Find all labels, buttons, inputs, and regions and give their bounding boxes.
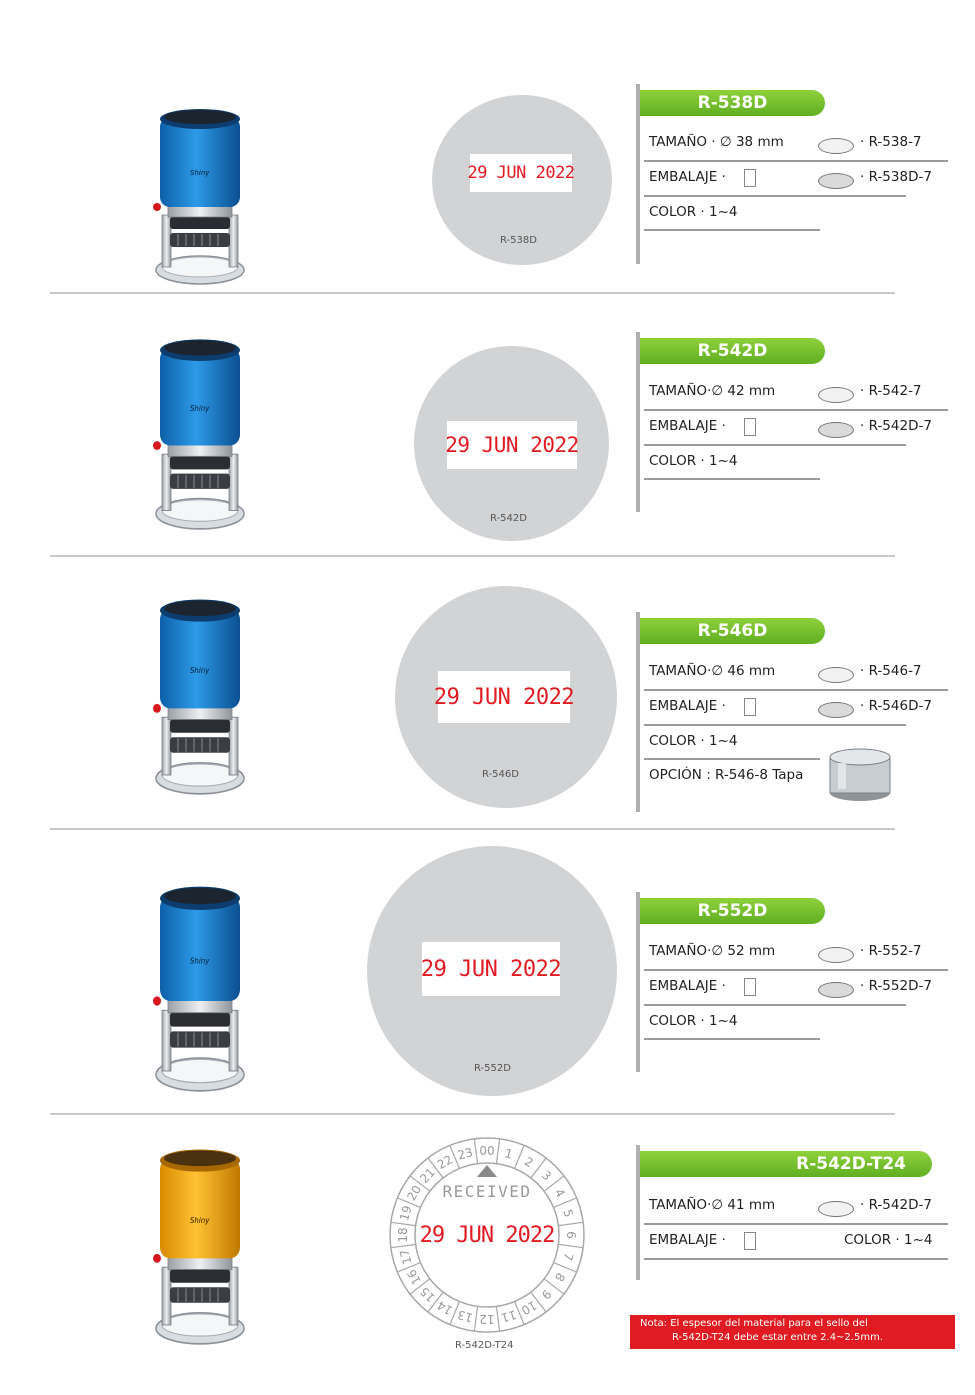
date-impression: 29 JUN 2022 <box>438 671 570 723</box>
replacement-pad-code: · R-538D-7 <box>860 169 932 185</box>
dial-hour-number: 6 <box>564 1231 578 1239</box>
dial-tick <box>496 1306 499 1331</box>
stamp-product-image <box>150 335 250 530</box>
ink-pad-code: · R-542-7 <box>860 383 922 399</box>
dial-hour-number: 1 <box>503 1146 515 1162</box>
packaging-label: EMBALAJE · <box>649 1232 726 1248</box>
box-icon <box>744 418 756 436</box>
stamp-product-image <box>150 882 250 1092</box>
dial-tick <box>558 1244 583 1247</box>
box-icon <box>744 978 756 996</box>
size-value: ∅ 38 mm <box>719 134 784 150</box>
replacement-pad-code: · R-546D-7 <box>860 698 932 714</box>
date-impression: 29 JUN 2022 <box>422 942 560 996</box>
size-label: TAMAÑO·∅ 41 mm <box>649 1197 776 1213</box>
color-label: COLOR · 1~4 <box>844 1232 933 1248</box>
row-divider <box>50 292 895 294</box>
packaging-label: EMBALAJE · <box>649 418 726 434</box>
size-label: TAMAÑO·∅ 52 mm <box>649 943 776 959</box>
spec-line <box>644 969 948 971</box>
color-label: COLOR · 1~4 <box>649 453 738 469</box>
dial-hour-number: 9 <box>538 1286 555 1303</box>
packaging-label: EMBALAJE · <box>649 978 726 994</box>
option-label: OPCIÓN : R-546-8 Tapa <box>649 767 804 783</box>
ink-pad-icon <box>818 173 854 189</box>
row-divider <box>50 828 895 830</box>
ink-pad-icon <box>818 667 854 683</box>
brand-logo: Shiny <box>190 956 210 966</box>
replacement-pad-code: · R-552D-7 <box>860 978 932 994</box>
box-icon <box>744 1232 756 1250</box>
dial-hour-number: 5 <box>560 1207 576 1219</box>
spec-line <box>644 689 948 691</box>
packaging-label: EMBALAJE · <box>649 698 726 714</box>
spec-line <box>644 1038 820 1040</box>
dial-hour-number: 4 <box>551 1186 568 1200</box>
ink-pad-icon <box>818 422 854 438</box>
box-icon <box>744 169 756 187</box>
size-value: ∅ 42 mm <box>711 383 776 399</box>
dial-hour-number: 2 <box>522 1154 536 1171</box>
model-badge: R-538D <box>640 90 825 116</box>
ink-pad-code: · R-542D-7 <box>860 1197 932 1213</box>
ink-pad-icon <box>818 138 854 154</box>
size-value: ∅ 46 mm <box>711 663 776 679</box>
dial-tick <box>496 1139 499 1164</box>
size-label: TAMAÑO·∅ 46 mm <box>649 663 776 679</box>
dial-hour-number: 23 <box>456 1145 475 1163</box>
stamp-product-image <box>150 1145 250 1345</box>
size-label: TAMAÑO · ∅ 38 mm <box>649 134 784 150</box>
dial-tick <box>554 1198 577 1208</box>
dial-hour-number: 21 <box>417 1165 438 1186</box>
stamp-product-image <box>150 105 250 285</box>
dial-hour-number: 10 <box>518 1297 540 1318</box>
brand-logo: Shiny <box>190 1215 210 1225</box>
ink-pad-icon <box>818 982 854 998</box>
size-label: TAMAÑO·∅ 42 mm <box>649 383 776 399</box>
dial-tick <box>391 1244 416 1247</box>
dial-tick <box>391 1222 416 1225</box>
ink-pad-icon <box>818 702 854 718</box>
spec-line <box>644 229 820 231</box>
brand-logo: Shiny <box>190 169 210 177</box>
dial-tick <box>474 1139 477 1164</box>
color-label: COLOR · 1~4 <box>649 733 738 749</box>
stamp-product-image <box>150 595 250 795</box>
dial-hour-number: 22 <box>434 1152 456 1173</box>
size-value: ∅ 52 mm <box>711 943 776 959</box>
date-impression: 29 JUN 2022 <box>470 154 572 192</box>
circle-model-label: R-542D <box>490 513 527 524</box>
ink-pad-code: · R-546-7 <box>860 663 922 679</box>
dial-hour-number: 18 <box>396 1227 410 1243</box>
spec-line <box>644 160 948 162</box>
spec-line <box>644 478 820 480</box>
date-impression: 29 JUN 2022 <box>447 421 577 469</box>
dial-hour-number: 16 <box>404 1266 425 1288</box>
received-dial-impression <box>387 1135 587 1335</box>
date-impression: 29 JUN 2022 <box>419 1223 555 1248</box>
dial-hour-number: 7 <box>560 1251 576 1263</box>
model-badge: R-546D <box>640 618 825 644</box>
ink-pad-icon <box>818 387 854 403</box>
dial-hour-number: 8 <box>551 1270 568 1284</box>
model-badge: R-552D <box>640 898 825 924</box>
spec-line <box>644 444 906 446</box>
material-note <box>630 1315 955 1349</box>
brand-logo: Shiny <box>190 403 210 413</box>
circle-model-label: R-538D <box>500 235 537 246</box>
dial-hour-number: 19 <box>397 1204 415 1223</box>
dial-hour-number: 12 <box>479 1312 495 1326</box>
dial-hour-number: 20 <box>404 1182 425 1204</box>
row-divider <box>50 555 895 557</box>
arrow-indicator-icon <box>477 1165 497 1177</box>
note-line: R-542D-T24 debe estar entre 2.4~2.5mm. <box>672 1332 884 1343</box>
cover-accessory-image <box>828 745 892 803</box>
box-icon <box>744 698 756 716</box>
dial-hour-number: 17 <box>397 1247 415 1266</box>
model-badge: R-542D-T24 <box>640 1151 932 1177</box>
ink-pad-icon <box>818 1201 854 1217</box>
dial-hour-number: 3 <box>538 1167 555 1184</box>
size-value: ∅ 41 mm <box>711 1197 776 1213</box>
dial-hour-number: 14 <box>434 1297 456 1318</box>
row-divider <box>50 1113 895 1115</box>
circle-model-label: R-546D <box>482 769 519 780</box>
ink-pad-icon <box>818 947 854 963</box>
option-value: R-546-8 Tapa <box>715 767 804 783</box>
circle-model-label: R-552D <box>474 1063 511 1074</box>
ink-pad-code: · R-552-7 <box>860 943 922 959</box>
dial-tick <box>474 1306 477 1331</box>
dial-tick <box>558 1222 583 1225</box>
packaging-label: EMBALAJE · <box>649 169 726 185</box>
spec-line <box>644 724 906 726</box>
ink-pad-code: · R-538-7 <box>860 134 922 150</box>
replacement-pad-code: · R-542D-7 <box>860 418 932 434</box>
spec-line <box>644 1258 948 1260</box>
dial-hour-number: 00 <box>479 1144 495 1158</box>
brand-logo: Shiny <box>190 665 210 675</box>
spec-line <box>644 758 820 760</box>
circle-model-label: R-542D-T24 <box>455 1340 514 1351</box>
color-label: COLOR · 1~4 <box>649 1013 738 1029</box>
dial-hour-number: 13 <box>456 1307 475 1325</box>
note-line: Nota: El espesor del material para el sello del <box>640 1318 868 1329</box>
dial-hour-number: 15 <box>417 1284 438 1305</box>
model-badge: R-542D <box>640 338 825 364</box>
spec-line <box>644 409 948 411</box>
color-label: COLOR · 1~4 <box>649 204 738 220</box>
dial-hour-number: 11 <box>499 1307 518 1325</box>
spec-line <box>644 1223 948 1225</box>
received-text: RECEIVED <box>442 1182 532 1201</box>
spec-line <box>644 1004 906 1006</box>
spec-line <box>644 195 906 197</box>
